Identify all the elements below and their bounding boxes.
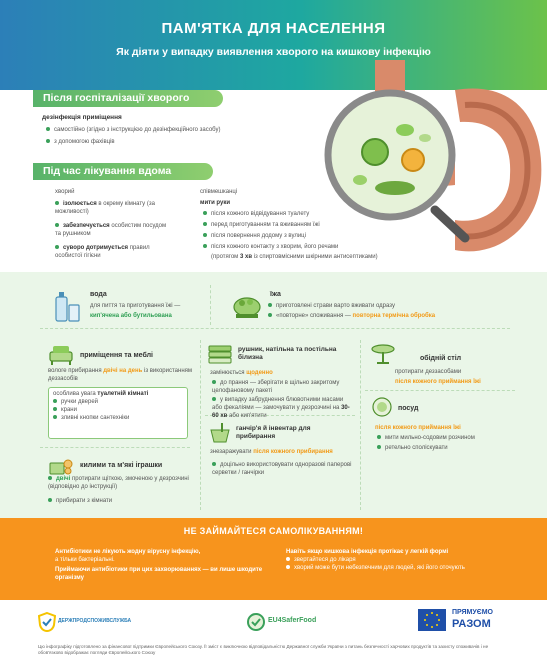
wash-note: (протягом 3 хв із спиртовмісними шкірними антисептиками) — [211, 254, 378, 260]
carpet-toy-icon — [48, 456, 74, 476]
list-item: приготовлені страви варто вживати одразу — [268, 302, 395, 310]
carpets-title: килими та м'які іграшки — [80, 462, 163, 469]
eu4saferfood-logo: EU4SaferFood — [268, 617, 317, 624]
list-item: у випадку забруднення блювотними масами або фекаліями — замочувати у дезрозчині на 30-60 хв або кип'ятити — [212, 397, 350, 419]
list-item: суворо дотримується правил особистої гігієни — [55, 245, 150, 259]
food-bowl-icon — [232, 289, 262, 321]
bullet-icon — [55, 201, 59, 205]
page-subtitle: Як діяти у випадку виявлення хворого на кишкову інфекцію — [116, 46, 431, 58]
list-item: ізолюється в окрему кімнату (за можливості) — [55, 201, 155, 215]
towels-icon — [207, 343, 233, 365]
bullet-icon — [55, 223, 59, 227]
bacterium-5 — [353, 175, 367, 185]
rags-title: ганчір'я й інвентар для прибирання — [236, 425, 311, 440]
bullet-icon — [377, 435, 381, 439]
water-text: для пиття та приготування їжі — — [90, 303, 181, 309]
bullet-icon — [203, 233, 207, 237]
razom-logo-top: ПРЯМУЄМО — [452, 609, 493, 616]
list-item: прибирати з кімнати — [48, 497, 112, 505]
bullet-icon — [46, 139, 50, 143]
list-item: мити мильно-содовим розчином — [377, 434, 475, 442]
warning-panel — [0, 518, 547, 600]
patient-label: хворий — [55, 189, 75, 195]
bullet-icon — [377, 445, 381, 449]
list-item: після кожного відвідування туалету — [203, 210, 309, 218]
list-item: перед приготуванням та вживанням їжі — [203, 221, 320, 229]
eu-flag-icon — [418, 609, 446, 631]
toilet-focus-box — [48, 387, 188, 439]
list-item: ручки дверей — [53, 398, 183, 406]
section-bar-home-treatment — [33, 163, 213, 180]
list-item: після кожного контакту з хворим, його речами — [203, 243, 338, 251]
list-item: звертайтеся до лікаря — [286, 556, 516, 564]
bullet-icon — [48, 476, 52, 480]
divider — [200, 340, 201, 510]
bullet-icon — [286, 557, 290, 561]
bullet-icon — [53, 415, 57, 419]
bullet-icon — [203, 222, 207, 226]
wash-hands-label: мити руки — [200, 200, 231, 206]
bullet-icon — [203, 211, 207, 215]
bullet-icon — [53, 399, 57, 403]
rags-text: знезаражувати після кожного прибирання — [210, 449, 333, 455]
list-item: двічі протирати щіткою, змоченою у дезрозчині (відповідно до інструкції) — [48, 476, 189, 490]
rooms-text: вологе прибирання двічі на день із використанням деззасобів — [48, 368, 193, 382]
dishes-highlight: після кожного приймання їжі — [375, 425, 461, 431]
toilet-focus-text: особлива увага туалетній кімнаті — [53, 391, 149, 397]
table-title: обідній стіл — [420, 355, 462, 362]
list-item: «повторне» споживання — повторна термічна обробка — [268, 312, 435, 320]
magnifier-bacteria-illustration — [305, 60, 547, 260]
cleaning-bucket-icon — [207, 422, 233, 444]
section-title: Під час лікування вдома — [43, 165, 172, 177]
warning-title: НЕ ЗАЙМАЙТЕСЯ САМОЛІКУВАННЯМ! — [183, 526, 364, 536]
dishes-icon — [370, 396, 394, 418]
footer — [0, 600, 547, 668]
bacterium-6 — [419, 134, 431, 142]
food-title: їжа — [270, 291, 281, 298]
bullet-icon — [268, 303, 272, 307]
rooms-title: приміщення та меблі — [80, 352, 154, 359]
bacterium-3 — [375, 181, 415, 195]
cohab-label: співмешканці — [200, 189, 238, 195]
section-bar-after-hospital — [33, 90, 223, 107]
bullet-icon — [53, 407, 57, 411]
towels-text: замінюється щоденно — [210, 370, 273, 376]
bullet-icon — [48, 498, 52, 502]
shield-logo-icon — [38, 612, 56, 632]
towels-title: рушник, натільна та постільна білизна — [238, 346, 337, 361]
list-item: до прання — зберігати в щільно закритому целофановому пакеті — [212, 380, 340, 394]
bacterium-1 — [362, 139, 388, 165]
list-item: забезпечується особистим посудом та рушником — [55, 223, 167, 237]
list-item: доцільно використовувати одноразові паперові серветки / ганчірки — [212, 462, 352, 476]
list-item: зливні кнопки сантехніки — [53, 414, 183, 422]
bullet-icon — [46, 127, 50, 131]
warning-left: Антибіотики не лікують жодну вірусну інфекцію, а тільки бактеріальні. Приймаючи антибіотики при цих захворюваннях — ви лише шкодите організму — [55, 549, 263, 581]
table-icon — [370, 343, 396, 365]
eu4saferfood-logo-icon — [246, 612, 266, 632]
bullet-icon — [286, 565, 290, 569]
list-item: після повернення додому з вулиці — [203, 232, 306, 240]
list-item: самостійно (згідно з інструкцією до дезінфекційного засобу) — [46, 126, 286, 134]
list-item: крани — [53, 406, 183, 414]
divider — [40, 328, 510, 329]
water-bottle-icon — [52, 289, 82, 323]
state-service-logo: ДЕРЖПРОДСПОЖИВСЛУЖБА — [58, 618, 132, 624]
bacterium-2 — [402, 149, 424, 171]
list-item: хворий може бути небезпечним для людей, які його оточують — [286, 564, 516, 572]
bullet-icon — [268, 313, 272, 317]
bullet-icon — [212, 397, 216, 401]
eu-disclaimer: Цю інфографіку підготовлено за фінансової підтримки Європейського Союзу. Її зміст є виключною відповідальністю Державної служби України з питань безпечності харчових продуктів та захисту споживачів і не обов'язково відображає погляди Європейського Союзу — [38, 644, 489, 655]
warning-right: Навіть якщо кишкова інфекція протікає у легкій формі звертайтеся до лікаря хворий може бути небезпечним для людей, які його оточують — [286, 548, 516, 572]
divider — [40, 447, 190, 448]
bullet-icon — [55, 245, 59, 249]
table-text: протирати деззасобами — [395, 369, 462, 375]
bullet-icon — [212, 380, 216, 384]
table-highlight: після кожного приймання їжі — [395, 379, 481, 385]
water-title: вода — [90, 291, 107, 298]
bullet-icon — [212, 462, 216, 466]
water-highlight: кип'ячена або бутильована — [90, 313, 172, 319]
list-item: ретельно споліскувати — [377, 444, 448, 452]
bacterium-4 — [396, 124, 414, 136]
divider — [210, 285, 211, 325]
list-item: з допомогою фахівців — [46, 138, 115, 146]
bullet-icon — [203, 244, 207, 248]
furniture-icon — [48, 342, 74, 366]
dishes-title: посуд — [398, 405, 419, 412]
page-title: ПАМ'ЯТКА ДЛЯ НАСЕЛЕННЯ — [161, 20, 386, 37]
disinfection-label: дезінфекція приміщення — [42, 114, 122, 121]
razom-logo-bottom: РАЗОМ — [452, 618, 491, 630]
divider — [365, 390, 515, 391]
magnifier-lens — [328, 93, 452, 217]
divider — [360, 340, 361, 510]
section-title: Після госпіталізації хворого — [43, 92, 190, 104]
